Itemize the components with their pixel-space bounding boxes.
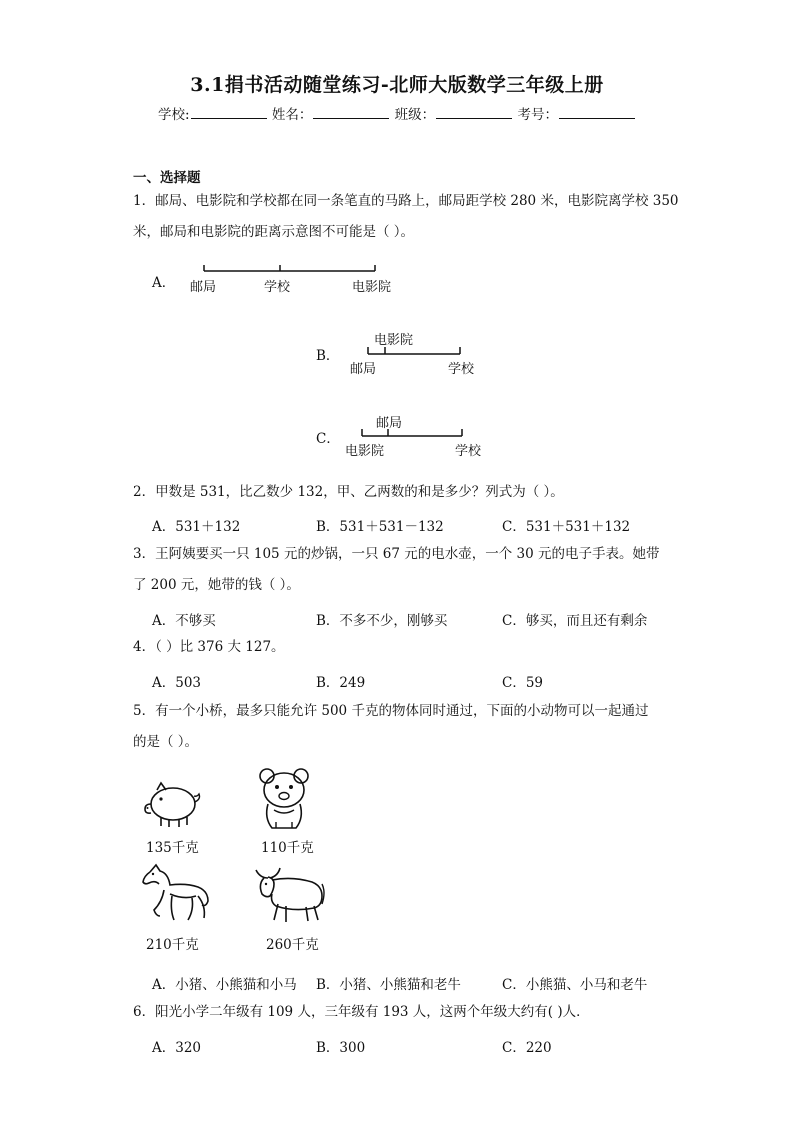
question-5 <box>133 696 668 758</box>
panda-weight: 110千克 <box>261 840 314 856</box>
c-post-label: 邮局 <box>376 416 403 431</box>
question-6-text: 6．阳光小学二年级有 109 人，三年级有 193 人，这两个年级大约有( )人． <box>133 1004 590 1020</box>
horse-icon <box>140 862 212 930</box>
q5-option-b[interactable]: B．小猪、小熊猫和老牛 <box>316 977 461 993</box>
question-6 <box>133 997 668 1028</box>
q6-option-b[interactable]: B．300 <box>316 1040 366 1056</box>
question-5-line-1: 5．有一个小桥，最多只能允许 500 千克的物体同时通过，下面的小动物可以一起通过 <box>133 703 649 719</box>
b-post-label: 邮局 <box>350 362 377 377</box>
question-1-line-1: 1．邮局、电影院和学校都在同一条笔直的马路上，邮局距学校 280 米，电影院离学校 350 <box>133 193 679 209</box>
class-label: 班级： <box>394 107 436 123</box>
q1-option-a-diagram <box>204 265 375 271</box>
q6-option-c[interactable]: C．220 <box>502 1040 552 1056</box>
c-cinema-label: 电影院 <box>345 444 385 459</box>
question-1-line-2: 米，邮局和电影院的距离示意图不可能是（ ）。 <box>133 224 415 240</box>
ox-icon <box>252 864 326 930</box>
q4-option-a[interactable]: A．503 <box>152 675 202 691</box>
q1-option-a-label[interactable]: A． <box>152 275 176 291</box>
pig-icon <box>143 780 205 830</box>
horse-weight: 210千克 <box>146 937 199 953</box>
section-heading: 一、选择题 <box>133 170 201 186</box>
a-school-label: 学校 <box>264 280 291 295</box>
q5-option-a[interactable]: A．小猪、小熊猫和小马 <box>152 977 297 993</box>
question-4 <box>133 632 668 663</box>
question-3 <box>133 539 668 601</box>
a-cinema-label: 电影院 <box>352 280 392 295</box>
panda-icon <box>256 766 312 832</box>
question-3-line-1: 3．王阿姨要买一只 105 元的炒锅，一只 67 元的电水壶，一个 30 元的电子手表。她带 <box>133 546 660 562</box>
a-post-label: 邮局 <box>190 280 217 295</box>
question-3-line-2: 了 200 元，她带的钱（ ）。 <box>133 577 300 593</box>
name-label: 姓名： <box>271 107 313 123</box>
school-label: 学校: <box>158 107 190 123</box>
q1-option-c-label[interactable]: C． <box>316 431 340 447</box>
q3-option-c[interactable]: C．够买，而且还有剩余 <box>502 613 648 629</box>
q2-option-c[interactable]: C．531＋531＋132 <box>502 519 631 535</box>
c-school-label: 学校 <box>455 444 482 459</box>
exam-no-label: 考号： <box>517 107 558 123</box>
question-2-text: 2．甲数是 531，比乙数少 132，甲、乙两数的和是多少？列式为（ ）。 <box>133 484 564 500</box>
pig-weight: 135千克 <box>146 840 199 856</box>
q2-option-b[interactable]: B．531＋531－132 <box>316 519 444 535</box>
question-5-line-2: 的是（ ）。 <box>133 734 199 750</box>
q3-option-a[interactable]: A．不够买 <box>152 613 216 629</box>
q3-option-b[interactable]: B．不多不少，刚够买 <box>316 613 448 629</box>
q4-option-b[interactable]: B．249 <box>316 675 366 691</box>
q6-option-a[interactable]: A．320 <box>152 1040 202 1056</box>
q4-option-c[interactable]: C．59 <box>502 675 544 691</box>
q2-option-a[interactable]: A．531＋132 <box>152 519 241 535</box>
ox-weight: 260千克 <box>266 937 319 953</box>
question-2 <box>133 477 668 508</box>
b-school-label: 学校 <box>448 362 475 377</box>
question-4-text: 4．（ ）比 376 大 127。 <box>133 639 285 655</box>
q1-option-b-label[interactable]: B． <box>316 348 340 364</box>
page-title: 3.1捐书活动随堂练习-北师大版数学三年级上册 <box>190 74 604 96</box>
q5-option-c[interactable]: C．小熊猫、小马和老牛 <box>502 977 648 993</box>
b-cinema-label: 电影院 <box>374 333 414 348</box>
q1-option-b-diagram <box>368 347 460 354</box>
